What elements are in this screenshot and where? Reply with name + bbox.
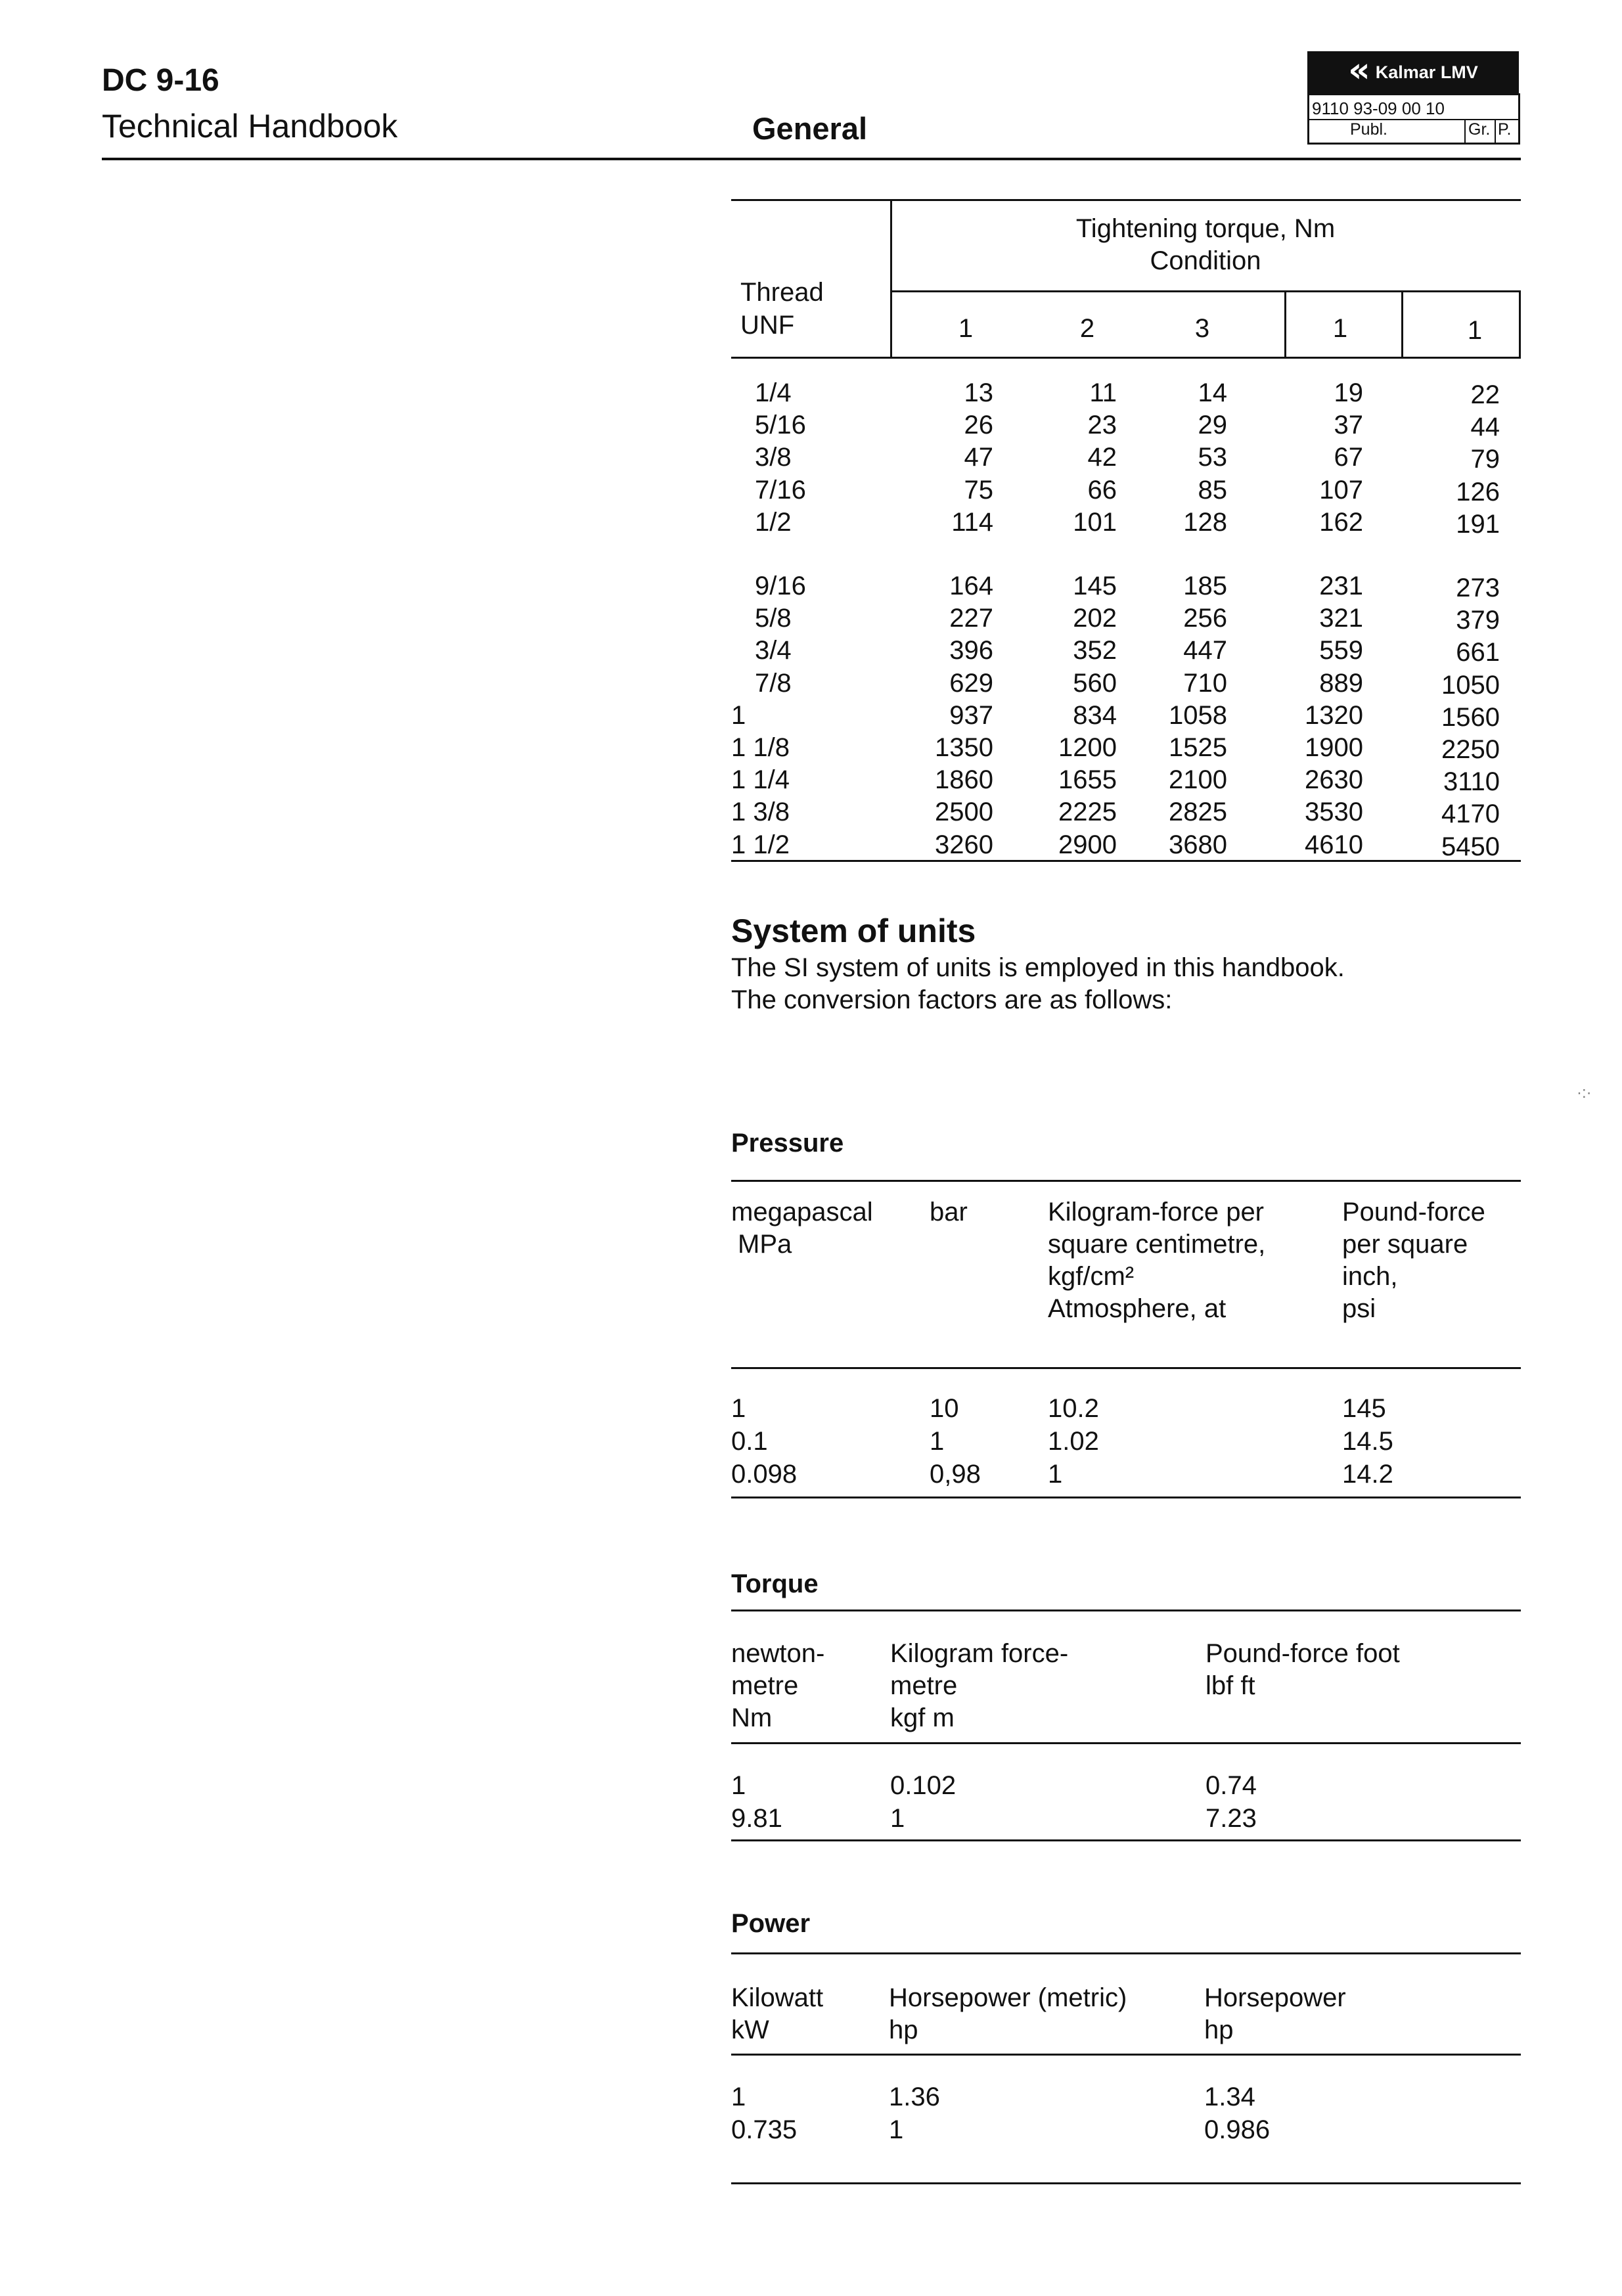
thread-size-cell: 1 1/4	[731, 765, 790, 795]
torque-value-cell: 79	[1470, 445, 1500, 474]
condition-divider	[1284, 290, 1286, 359]
publication-number: 9110 93-09 00 10	[1312, 99, 1445, 118]
torque-header-text: metre	[890, 1671, 958, 1700]
publ-label: Publ.	[1350, 120, 1387, 139]
thread-size-cell: 7/16	[755, 475, 806, 505]
power-value-cell: 1.34	[1204, 2082, 1255, 2111]
condition-divider	[1401, 290, 1403, 359]
torque-value-cell: 23	[1087, 411, 1117, 440]
torque-value-cell: 53	[1198, 443, 1227, 472]
torque-value-cell: 256	[1183, 604, 1227, 633]
pressure-header-text: square centimetre,	[1048, 1230, 1266, 1259]
torque-value-cell: 231	[1319, 572, 1363, 600]
torque-value-cell: 1560	[1441, 702, 1500, 732]
pressure-value-cell: 10.2	[1048, 1394, 1099, 1423]
torque-value-cell: 3260	[935, 830, 993, 859]
torque-value-cell: 5450	[1441, 832, 1500, 861]
pressure-value-cell: 1	[731, 1394, 746, 1423]
publication-divider-vertical	[1495, 119, 1496, 143]
pressure-header-text: Atmosphere, at	[1048, 1294, 1227, 1323]
document-title: DC 9-16	[102, 63, 219, 98]
torque-value-cell: 1525	[1169, 733, 1227, 762]
pressure-value-cell: 1	[930, 1427, 945, 1456]
pressure-header-text: inch,	[1342, 1262, 1398, 1291]
pressure-header-text: bar	[930, 1198, 968, 1227]
power-header-text: Kilowatt	[731, 1983, 824, 2012]
torque-value-cell: 145	[1073, 572, 1117, 600]
publication-divider-vertical	[1464, 119, 1466, 143]
torque-value-cell: 107	[1319, 475, 1363, 505]
thread-size-cell: 1/4	[755, 378, 792, 407]
units-text-line: The conversion factors are as follows:	[731, 985, 1173, 1014]
torque-value-cell: 321	[1319, 604, 1363, 633]
torque-value-cell: 1860	[935, 765, 993, 795]
torque-value-cell: 162	[1319, 507, 1363, 537]
pressure-value-cell: 1.02	[1048, 1427, 1099, 1456]
condition-divider	[1519, 290, 1521, 359]
pressure-heading: Pressure	[731, 1129, 844, 1158]
header-bottom-rule	[731, 357, 1521, 359]
power-top-rule	[731, 1952, 1521, 1954]
pressure-header-text: Kilogram-force per	[1048, 1198, 1265, 1227]
condition-label: 3	[1194, 314, 1210, 343]
power-header-rule	[731, 2054, 1521, 2056]
pressure-header-rule	[731, 1367, 1521, 1369]
torque-unit-value-cell: 0.102	[890, 1771, 957, 1800]
torque-value-cell: 37	[1334, 411, 1363, 440]
system-of-units-heading: System of units	[731, 912, 976, 949]
condition-label: 1	[1332, 314, 1348, 343]
torque-header-text: Nm	[731, 1703, 773, 1732]
torque-value-cell: 2500	[935, 798, 993, 827]
torque-value-cell: 1655	[1058, 765, 1117, 795]
torque-value-cell: 22	[1470, 380, 1500, 409]
torque-value-cell: 834	[1073, 700, 1117, 730]
power-header-text: hp	[1204, 2015, 1234, 2044]
condition-label: 1	[958, 314, 974, 343]
torque-value-cell: 1200	[1058, 733, 1117, 762]
torque-value-cell: 889	[1319, 668, 1363, 698]
torque-value-cell: 1050	[1441, 670, 1500, 700]
torque-value-cell: 14	[1198, 378, 1227, 407]
torque-value-cell: 164	[949, 572, 993, 600]
pressure-value-cell: 0,98	[930, 1460, 981, 1489]
pressure-header-text: Pound-force	[1342, 1198, 1485, 1227]
torque-value-cell: 2225	[1058, 798, 1117, 827]
torque-heading: Torque	[731, 1569, 819, 1598]
power-value-cell: 1	[889, 2115, 904, 2144]
power-value-cell: 0.735	[731, 2115, 798, 2144]
thread-size-cell: 3/4	[755, 636, 792, 665]
thread-size-cell: 1	[731, 700, 746, 730]
torque-header-rule	[731, 1742, 1521, 1744]
condition-top-rule	[890, 290, 1521, 292]
thread-size-cell: 1 1/2	[731, 830, 790, 859]
torque-value-cell: 2630	[1305, 765, 1363, 795]
torque-value-cell: 447	[1183, 636, 1227, 665]
units-text-line: The SI system of units is employed in this handbook.	[731, 953, 1345, 982]
thread-size-cell: 5/8	[755, 604, 792, 633]
torque-value-cell: 3530	[1305, 798, 1363, 827]
power-header-text: kW	[731, 2015, 769, 2044]
torque-header-text: metre	[731, 1671, 799, 1700]
torque-value-cell: 273	[1456, 574, 1500, 602]
pressure-value-cell: 145	[1342, 1394, 1386, 1423]
torque-value-cell: 19	[1334, 378, 1363, 407]
pressure-value-cell: 0.098	[731, 1460, 798, 1489]
torque-value-cell: 559	[1319, 636, 1363, 665]
torque-value-cell: 560	[1073, 668, 1117, 698]
torque-value-cell: 1350	[935, 733, 993, 762]
pressure-header-text: megapascal	[731, 1198, 873, 1227]
torque-value-cell: 2250	[1441, 735, 1500, 764]
torque-value-cell: 396	[949, 636, 993, 665]
torque-value-cell: 2825	[1169, 798, 1227, 827]
logo-text: Kalmar LMV	[1375, 62, 1478, 82]
power-header-text: Horsepower	[1204, 1983, 1346, 2012]
torque-value-cell: 1320	[1305, 700, 1363, 730]
torque-value-cell: 710	[1183, 668, 1227, 698]
power-header-text: hp	[889, 2015, 918, 2044]
torque-value-cell: 4610	[1305, 830, 1363, 859]
pressure-value-cell: 14.5	[1342, 1427, 1393, 1456]
torque-unit-value-cell: 9.81	[731, 1804, 782, 1833]
torque-value-cell: 202	[1073, 604, 1117, 633]
header-rule	[102, 158, 1521, 160]
thread-size-cell: 1 1/8	[731, 733, 790, 762]
pressure-header-text: kgf/cm²	[1048, 1262, 1135, 1291]
pressure-header-text: MPa	[738, 1230, 792, 1259]
torque-unit-value-cell: 1	[890, 1804, 905, 1833]
torque-header-text: kgf m	[890, 1703, 955, 1732]
torque-value-cell: 352	[1073, 636, 1117, 665]
torque-header-text: Kilogram force-	[890, 1639, 1069, 1668]
torque-value-cell: 629	[949, 668, 993, 698]
condition-label: 2	[1079, 314, 1095, 343]
torque-value-cell: 114	[951, 507, 993, 537]
torque-value-cell: 13	[964, 378, 993, 407]
torque-header-sub: Condition	[1150, 246, 1261, 275]
torque-bottom-rule	[731, 1839, 1521, 1841]
torque-value-cell: 2100	[1169, 765, 1227, 795]
unf-label: UNF	[740, 311, 795, 340]
scan-speck: ·:·	[1577, 1084, 1592, 1102]
torque-value-cell: 66	[1087, 475, 1117, 505]
torque-value-cell: 227	[949, 604, 993, 633]
torque-value-cell: 101	[1073, 507, 1117, 537]
thread-size-cell: 7/8	[755, 668, 792, 698]
thread-size-cell: 1/2	[755, 507, 792, 537]
power-header-text: Horsepower (metric)	[889, 1983, 1127, 2012]
pressure-value-cell: 1	[1048, 1460, 1063, 1489]
torque-value-cell: 3680	[1169, 830, 1227, 859]
torque-value-cell: 11	[1089, 378, 1117, 407]
condition-label: 1	[1467, 316, 1483, 345]
thread-size-cell: 3/8	[755, 443, 792, 472]
torque-top-rule	[731, 1609, 1521, 1611]
torque-unit-value-cell: 1	[731, 1771, 746, 1800]
torque-value-cell: 67	[1334, 443, 1363, 472]
document-subtitle: Technical Handbook	[102, 108, 398, 145]
torque-value-cell: 29	[1198, 411, 1227, 440]
pressure-top-rule	[731, 1180, 1521, 1182]
torque-header-text: Pound-force foot	[1205, 1639, 1400, 1668]
torque-value-cell: 26	[964, 411, 993, 440]
torque-value-cell: 126	[1456, 477, 1500, 506]
torque-value-cell: 185	[1183, 572, 1227, 600]
torque-unit-value-cell: 0.74	[1205, 1771, 1257, 1800]
torque-value-cell: 47	[964, 443, 993, 472]
pressure-value-cell: 0.1	[731, 1427, 768, 1456]
torque-header-text: lbf ft	[1205, 1671, 1255, 1700]
table-top-rule	[731, 199, 1521, 201]
pressure-bottom-rule	[731, 1497, 1521, 1498]
p-label: P.	[1498, 120, 1512, 139]
kalmar-logo	[1307, 51, 1519, 93]
torque-value-cell: 191	[1456, 509, 1500, 539]
power-value-cell: 1	[731, 2082, 746, 2111]
torque-header-title: Tightening torque, Nm	[1075, 214, 1336, 243]
pressure-value-cell: 10	[930, 1394, 959, 1423]
table-bottom-rule	[731, 860, 1521, 862]
kalmar-chevron-icon: «	[1348, 51, 1370, 90]
thread-label: Thread	[740, 278, 824, 307]
power-value-cell: 0.986	[1204, 2115, 1271, 2144]
power-bottom-rule	[731, 2182, 1521, 2184]
gr-label: Gr.	[1468, 120, 1491, 139]
torque-header-text: newton-	[731, 1639, 825, 1668]
torque-value-cell: 379	[1456, 606, 1500, 635]
torque-unit-value-cell: 7.23	[1205, 1804, 1257, 1833]
power-value-cell: 1.36	[889, 2082, 940, 2111]
pressure-value-cell: 14.2	[1342, 1460, 1393, 1489]
power-heading: Power	[731, 1909, 811, 1938]
torque-value-cell: 1058	[1169, 700, 1227, 730]
thread-size-cell: 1 3/8	[731, 798, 790, 827]
torque-value-cell: 128	[1183, 507, 1227, 537]
torque-value-cell: 85	[1198, 475, 1227, 505]
torque-value-cell: 42	[1087, 443, 1117, 472]
torque-value-cell: 75	[964, 475, 993, 505]
torque-value-cell: 1900	[1305, 733, 1363, 762]
torque-value-cell: 2900	[1058, 830, 1117, 859]
pressure-header-text: psi	[1342, 1294, 1376, 1323]
torque-value-cell: 937	[949, 700, 993, 730]
thread-size-cell: 9/16	[755, 572, 806, 600]
thread-size-cell: 5/16	[755, 411, 806, 440]
torque-value-cell: 4170	[1441, 799, 1500, 829]
pressure-header-text: per square	[1342, 1230, 1468, 1259]
section-title: General	[752, 111, 868, 146]
torque-value-cell: 661	[1456, 638, 1500, 667]
torque-value-cell: 3110	[1443, 767, 1500, 797]
publication-box	[1307, 93, 1520, 145]
torque-value-cell: 44	[1470, 413, 1500, 442]
